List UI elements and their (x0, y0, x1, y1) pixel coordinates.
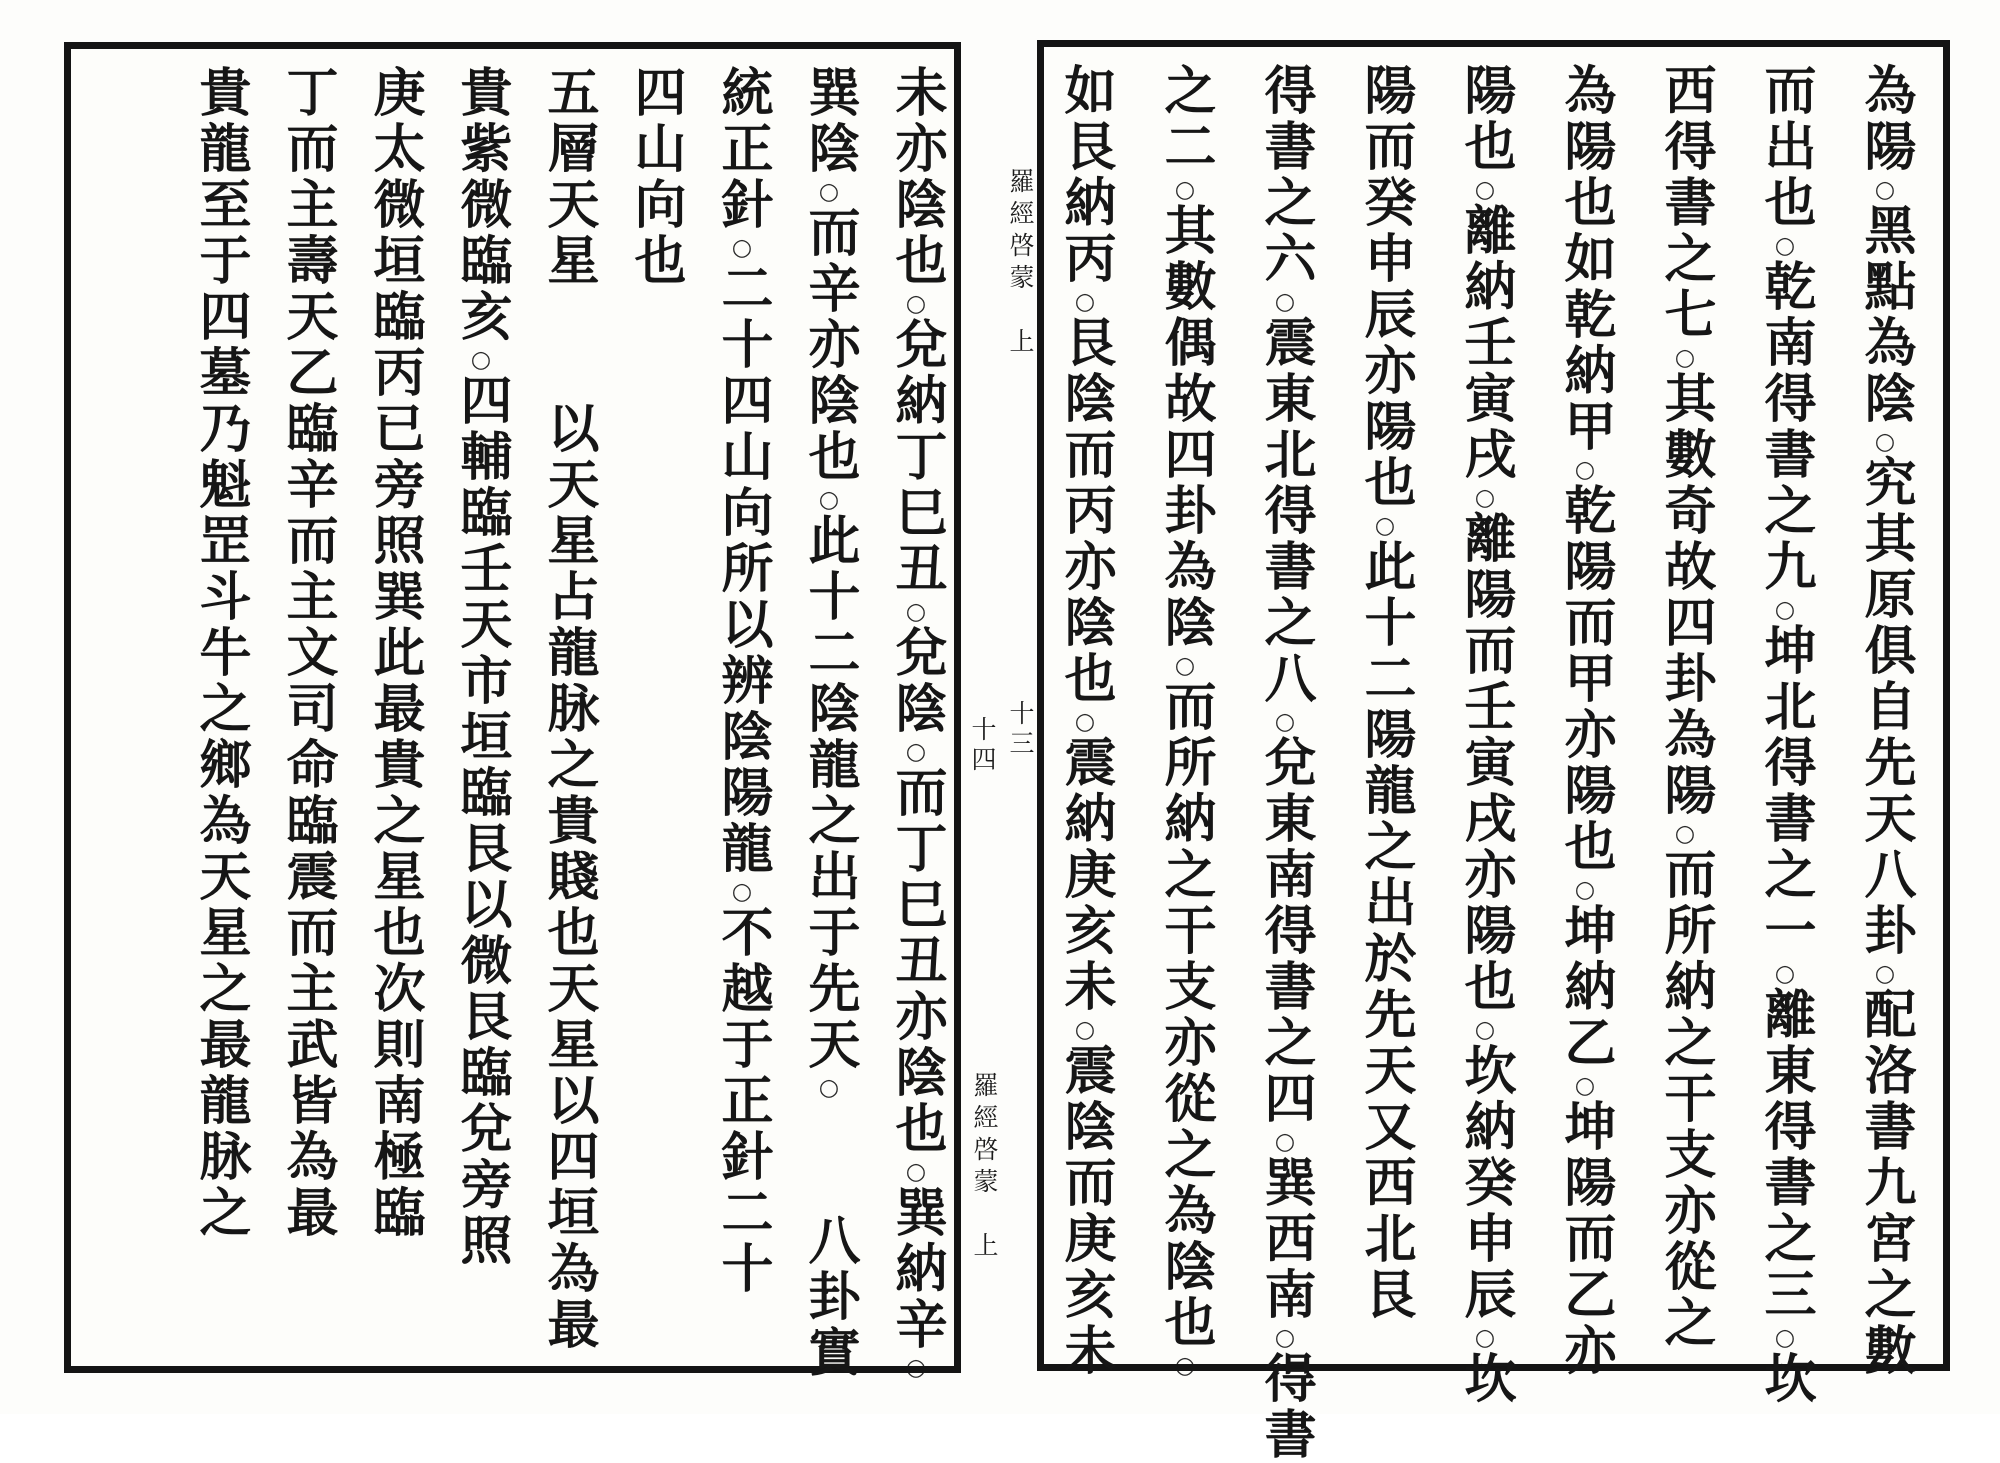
text-column: 為陽○黑點為陰○究其原俱自先天八卦○配洛書九宮之數 (1855, 63, 1915, 1379)
text-column: 陽也○離納壬寅戌○離陽而壬寅戌亦陽也○坎納癸申辰○坎 (1455, 63, 1515, 1407)
text-column: 陽而癸申辰亦陽也○此十二陽龍之出於先天又西北艮 (1355, 63, 1415, 1323)
right-page-frame (1037, 40, 1950, 1463)
text-column: 貴龍至于四墓乃魁罡斗牛之鄉為天星之最龍脉之 (190, 65, 250, 1241)
gutter-title-left-page: 羅經啓蒙 上 (970, 1072, 999, 1264)
text-column: 西得書之七○其數奇故四卦為陽○而所納之干支亦從之 (1655, 63, 1715, 1351)
text-column: 貴紫微臨亥○四輔臨壬天市垣臨艮以微艮臨兌旁照 (451, 65, 511, 1269)
gutter-page-number-left: 十四 (968, 716, 997, 776)
left-page-frame (64, 42, 961, 1381)
text-column: 四山向也 (625, 65, 685, 289)
gutter-title-right-page: 羅經啓蒙 上 (1006, 168, 1035, 360)
text-column: 為陽也如乾納甲○乾陽而甲亦陽也○坤納乙○坤陽而乙亦 (1555, 63, 1615, 1379)
text-column: 未亦陰也○兌納丁巳丑○兌陰○而丁巳丑亦陰也○巽納辛○ (886, 65, 946, 1381)
text-column: 統正針○二十四山向所以辨陰陽龍○不越于正針二十 (712, 65, 772, 1297)
text-column: 如艮納丙○艮陰而丙亦陰也○震納庚亥未○震陰而庚亥未 (1055, 63, 1115, 1379)
text-column: 五層天星 以天星占龍脉之貴賤也天星以四垣為最 (538, 65, 598, 1353)
text-column: 而出也○乾南得書之九○坤北得書之一○離東得書之三○坎 (1755, 63, 1815, 1407)
text-column: 丁而主壽天乙臨辛而主文司命臨震而主武皆為最 (277, 65, 337, 1241)
text-column: 巽陰○而辛亦陰也○此十二陰龍之出于先天○ 八卦實 (799, 65, 859, 1381)
text-column: 庚太微垣臨丙已旁照巽此最貴之星也次則南極臨 (364, 65, 424, 1241)
gutter-page-number-right: 十三 (1006, 700, 1035, 760)
text-column: 之二○其數偶故四卦為陰○而所納之干支亦從之為陰也○ (1155, 63, 1215, 1379)
text-column: 得書之六○震東北得書之八○兌東南得書之四○巽西南○得書 (1255, 63, 1315, 1463)
